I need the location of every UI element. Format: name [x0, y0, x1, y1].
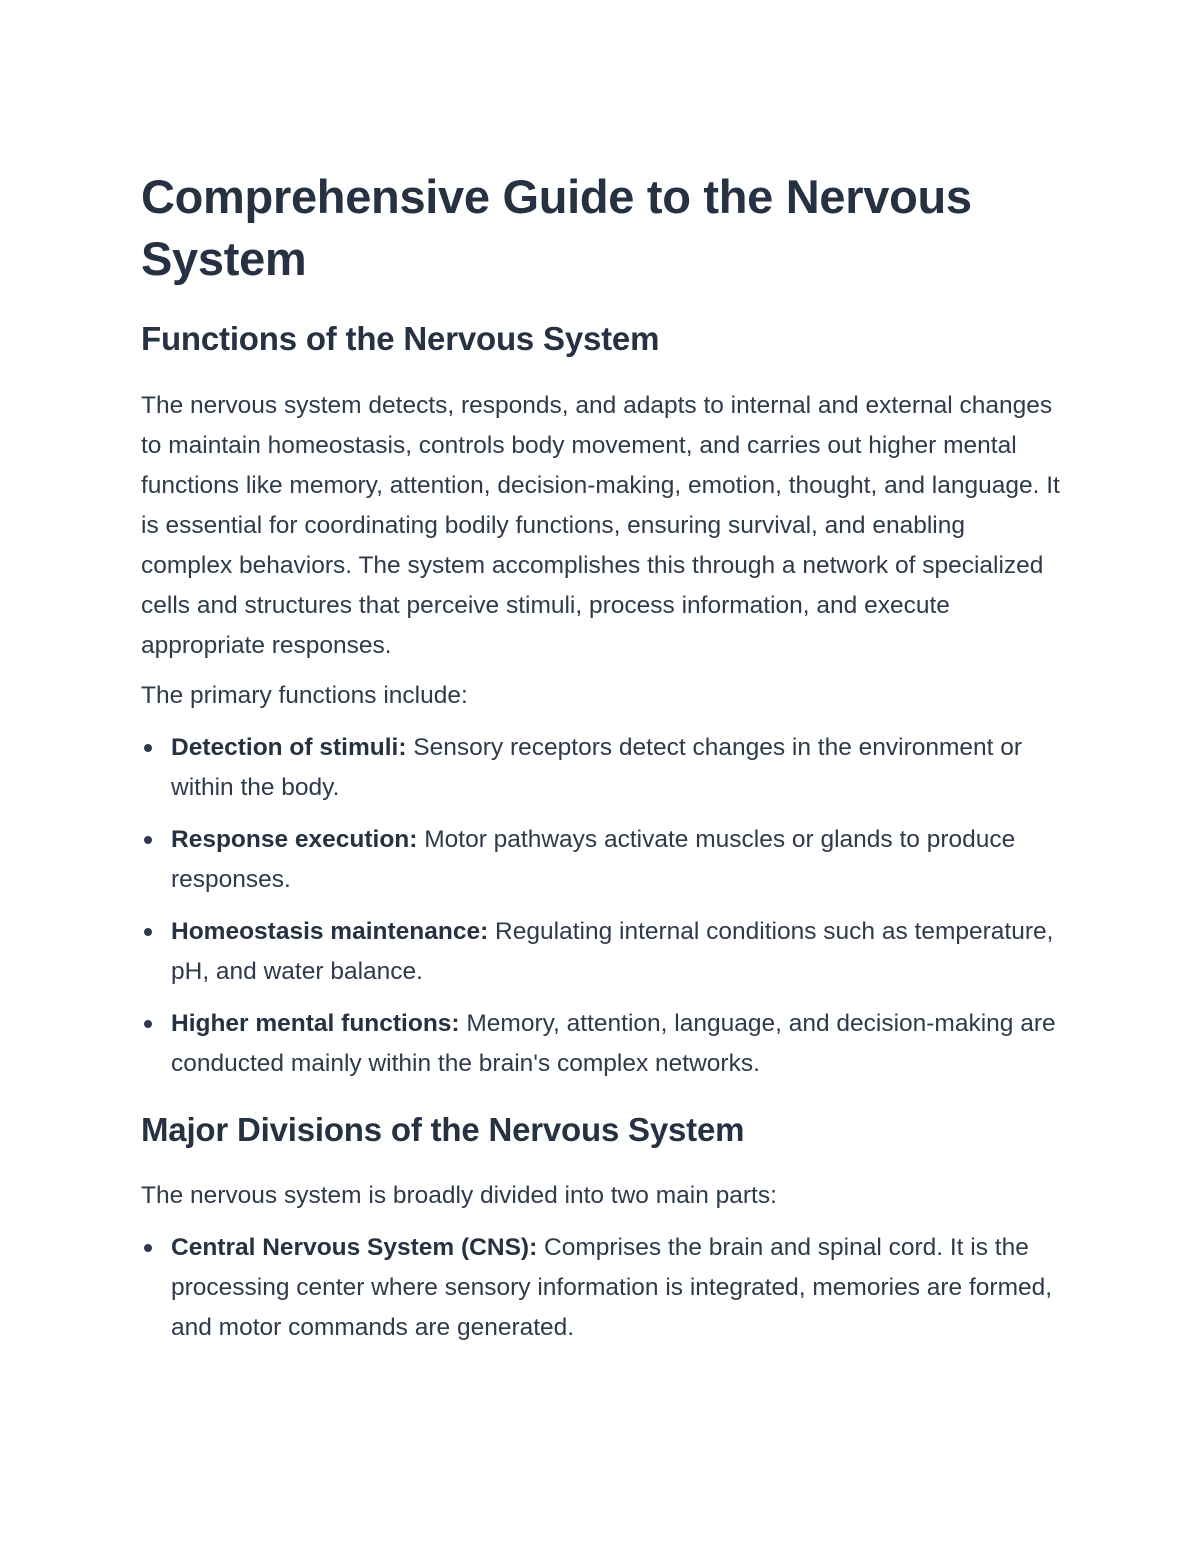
bullet-icon [144, 928, 152, 936]
bullet-icon [144, 836, 152, 844]
functions-paragraph: The nervous system detects, responds, and adapts to internal and external changes to maintain homeostasis, controls body movement, and carries out higher mental functions like memory, attention, decision-making, emotion, thought, and language. It is essential for coordinating bodily functions, ensuring survival, and enabling complex behaviors. The system accomplishes this through a network of specialized cells and structures that perceive stimuli, process information, and execute appropriate responses. [141, 392, 1060, 659]
section-heading-functions: Functions of the Nervous System [141, 320, 660, 357]
bullet-icon [144, 744, 152, 752]
list-item [141, 1004, 1061, 1084]
list-item-term: Homeostasis maintenance: [171, 918, 489, 945]
document-page [141, 166, 1061, 1348]
bullet-icon [144, 1020, 152, 1028]
list-item [141, 820, 1061, 900]
functions-list [141, 728, 1061, 1084]
list-item-text: Motor pathways activate muscles or glands to produce responses. [171, 826, 1016, 893]
divisions-list [141, 1228, 1061, 1348]
list-item [141, 912, 1061, 992]
list-item-term: Response execution: [171, 826, 418, 853]
list-item-text: Regulating internal conditions such as temperature, pH, and water balance. [171, 918, 1054, 985]
list-item-term: Higher mental functions: [171, 1010, 460, 1037]
list-item [141, 1228, 1061, 1348]
section-heading-divisions: Major Divisions of the Nervous System [141, 1111, 745, 1148]
divisions-list-intro: The nervous system is broadly divided into two main parts: [141, 1182, 777, 1209]
list-item-text: Sensory receptors detect changes in the environment or within the body. [171, 734, 1023, 801]
list-item-term: Central Nervous System (CNS): [171, 1234, 538, 1261]
functions-list-intro: The primary functions include: [141, 682, 468, 709]
list-item-text: Comprises the brain and spinal cord. It is the processing center where sensory information is integrated, memories are formed, and motor commands are generated. [171, 1234, 1053, 1341]
document-title: Comprehensive Guide to the Nervous System [141, 170, 972, 285]
list-item-text: Memory, attention, language, and decision-making are conducted mainly within the brain's complex networks. [171, 1010, 1056, 1077]
list-item-term: Detection of stimuli: [171, 734, 407, 761]
bullet-icon [144, 1244, 152, 1252]
list-item [141, 728, 1061, 808]
